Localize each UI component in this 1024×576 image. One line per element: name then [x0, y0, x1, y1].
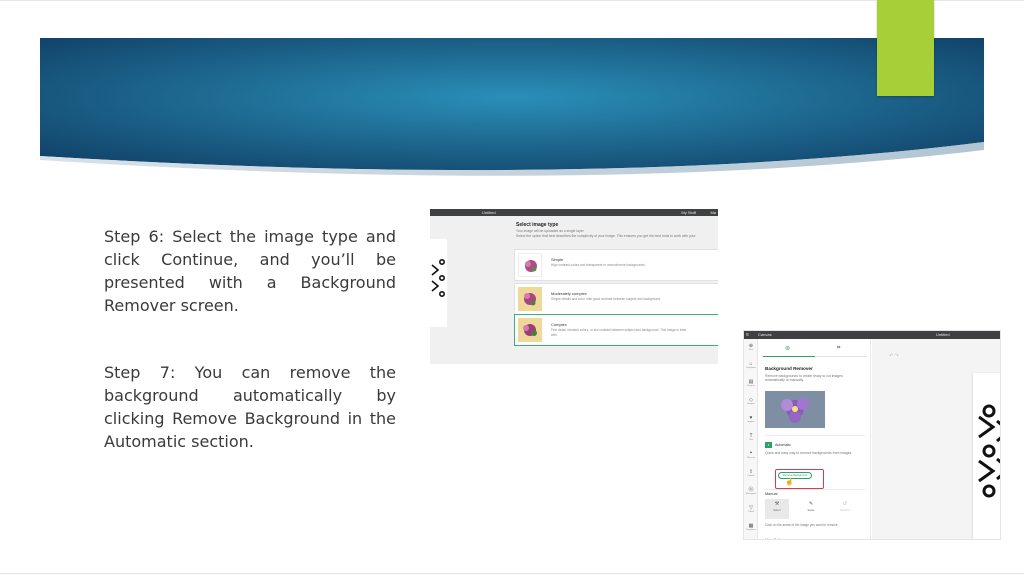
background-remover-screenshot: [743, 330, 1001, 540]
panel-tabs: [763, 343, 867, 357]
option-simple[interactable]: [514, 249, 718, 281]
design-canvas[interactable]: [872, 339, 1001, 540]
design-preview-strip: [430, 239, 447, 327]
rail-phrases[interactable]: ❝ Phrases: [746, 451, 756, 459]
app-top-bar: [744, 331, 1001, 339]
active-tab-indicator: [763, 356, 815, 357]
chevron-down-icon: ⌄: [786, 538, 790, 540]
tab-background-remover-icon[interactable]: ⊚: [785, 346, 791, 352]
panel-title: Background Remover: [765, 366, 813, 371]
rail-projects[interactable]: ▤ Projects: [747, 379, 755, 387]
app-top-bar: [430, 209, 718, 216]
restore-tool[interactable]: ↺ Restore: [840, 501, 850, 512]
option-moderately-complex[interactable]: [514, 283, 718, 315]
header-banner: [40, 38, 984, 188]
option-name: Moderately complex: [551, 291, 587, 296]
auto-badge-icon: ✦: [765, 442, 772, 448]
background-remover-panel: [759, 339, 871, 540]
canvas-artboard: [973, 373, 1001, 540]
automatic-section-title: Automatic: [775, 443, 791, 447]
left-tool-rail: [744, 339, 758, 540]
step-6-text: Step 6: Select the image type and click Continue, and you’ll be presented with a Background Remover screen.: [104, 227, 396, 315]
remove-background-button[interactable]: Remove Background: [778, 472, 812, 479]
rail-monogram[interactable]: Ⓜ Monogram: [745, 487, 757, 495]
erase-tool[interactable]: ✎ Erase: [807, 501, 815, 512]
rail-offset[interactable]: ▽ Offset: [748, 505, 754, 513]
rail-text[interactable]: T Text: [748, 433, 753, 441]
hamburger-menu-icon[interactable]: ≡: [746, 332, 749, 338]
hand-cursor-icon: ☝: [785, 479, 794, 486]
topbar-extra: Ma: [710, 210, 716, 215]
project-title: Untitled: [936, 332, 950, 337]
automatic-section-description: Quick and easy way to remove backgrounds from images.: [765, 451, 853, 455]
rail-new[interactable]: ⊕ New: [748, 343, 754, 351]
option-description: Fine detail, blended colors, or low contrast between subject and background. This image is treat: [551, 328, 687, 332]
accent-tab: [877, 0, 934, 96]
simple-thumbnail: [518, 253, 542, 277]
option-description: High contrast colors and transparent or monochrome backgrounds.: [551, 263, 646, 267]
bottom-divider: [0, 573, 1024, 574]
option-name: Complex: [551, 322, 567, 327]
option-description: Simple details and color, with good contrast between subject and background.: [551, 297, 661, 301]
option-description-extra: with.: [551, 333, 558, 337]
restore-icon: ↺: [842, 501, 848, 507]
my-stuff-link[interactable]: My Stuff: [681, 210, 696, 215]
select-image-type-screenshot: [430, 209, 718, 364]
rail-templates[interactable]: ⌂ Templates: [746, 361, 756, 369]
step-7-text: Step 7: You can remove the background automatically by clicking Remove Background in the Automatic section.: [104, 363, 396, 451]
upload-subheading: Your image will be uploaded as a single layer.: [516, 229, 585, 233]
manual-instruction: Click on the areas of the image you want to remove.: [765, 523, 839, 527]
select-tool[interactable]: ⚒ Select: [765, 499, 789, 519]
undo-redo-icons[interactable]: ↶ ↷: [889, 353, 899, 359]
option-complex[interactable]: [514, 314, 718, 346]
option-name: Simple: [551, 257, 564, 262]
mandala-design-icon: [430, 257, 447, 299]
rail-templates-2[interactable]: ▦ Templates: [746, 523, 756, 531]
rail-shapes[interactable]: ◇ Shapes: [747, 397, 755, 405]
mandala-design-icon: [975, 403, 1001, 503]
section-divider: [765, 435, 865, 436]
more-options-toggle[interactable]: More Options ⌄: [765, 538, 790, 540]
complex-thumbnail: [518, 318, 542, 342]
eraser-icon: ✎: [808, 501, 814, 507]
panel-description: Remove backgrounds to create ready to cut images automatically or manually.: [765, 374, 843, 383]
wand-icon: ⚒: [774, 501, 780, 507]
rail-images[interactable]: ♥ Images: [747, 415, 755, 423]
app-section-label: Canvas: [758, 332, 772, 337]
project-title: Untitled: [482, 210, 496, 215]
rail-upload[interactable]: ⇪ Upload: [747, 469, 755, 477]
upload-instruction: Select the option that best describes the complexity of your image. This ensures you get the best tools to work with your: [516, 234, 696, 238]
moderate-thumbnail: [518, 287, 542, 311]
manual-section-title: Manual: [765, 492, 778, 496]
section-divider: [765, 489, 865, 490]
uploaded-flower-image: [765, 391, 825, 428]
tab-crop-icon[interactable]: ⌗: [837, 345, 841, 351]
top-divider: [0, 0, 1024, 1]
select-image-type-heading: Select image type: [516, 222, 559, 228]
